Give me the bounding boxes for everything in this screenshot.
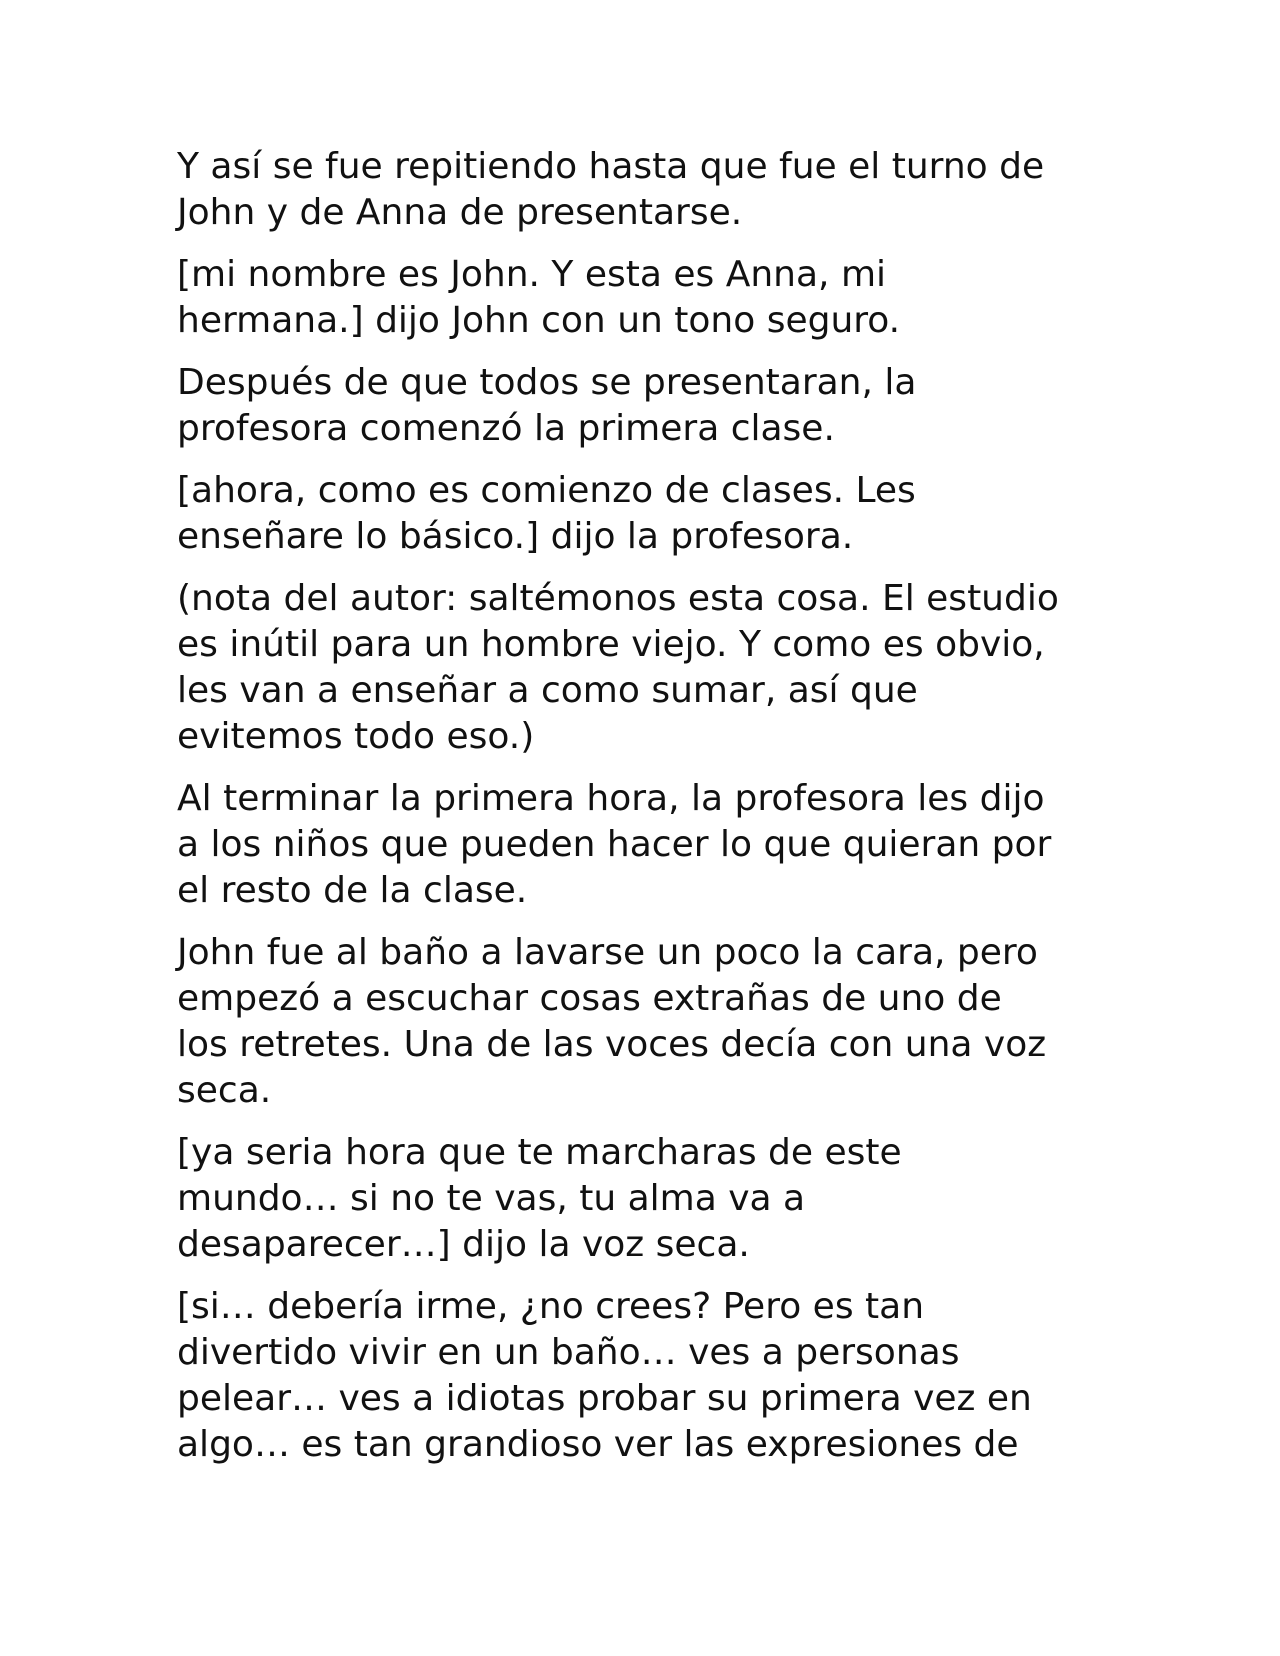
paragraph: [ya seria hora que te marcharas de este mundo… si no te vas, tu alma va a desaparecer…] dijo la voz seca. xyxy=(177,1132,902,1265)
paragraph: Después de que todos se presentaran, la profesora comenzó la primera clase. xyxy=(177,362,917,449)
paragraph: [si… debería irme, ¿no crees? Pero es tan divertido vivir en un baño… ves a personas pelear… ves a idiotas probar su primera vez en algo… es tan grandioso ver las expresiones de xyxy=(177,1286,1032,1465)
paragraph: Al terminar la primera hora, la profesora les dijo a los niños que pueden hacer lo que quieran por el resto de la clase. xyxy=(177,778,1052,911)
paragraph: (nota del autor: saltémonos esta cosa. El estudio es inútil para un hombre viejo. Y como es obvio, les van a enseñar a como sumar, así que evitemos todo eso.) xyxy=(177,578,1059,757)
document-page xyxy=(177,144,1117,1484)
paragraph: [mi nombre es John. Y esta es Anna, mi hermana.] dijo John con un tono seguro. xyxy=(177,254,901,341)
paragraph: [ahora, como es comienzo de clases. Les enseñare lo básico.] dijo la profesora. xyxy=(177,470,916,557)
paragraph: Y así se fue repitiendo hasta que fue el turno de John y de Anna de presentarse. xyxy=(177,146,1045,233)
paragraph: John fue al baño a lavarse un poco la cara, pero empezó a escuchar cosas extrañas de uno de los retretes. Una de las voces decía con una voz seca. xyxy=(177,932,1047,1111)
